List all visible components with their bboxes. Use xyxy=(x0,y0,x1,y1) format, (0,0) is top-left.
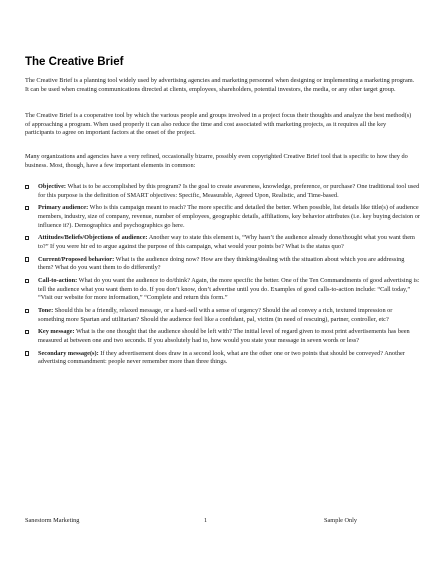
list-item-call-to-action xyxy=(25,277,420,303)
checkbox-icon xyxy=(25,236,29,240)
item-term: Primary audience: xyxy=(38,204,89,212)
checkbox-icon xyxy=(25,257,29,261)
item-text: Should this be a friendly, relaxed message, or a hard-sell with a sense of urgency? Should the ad convey a rich, textured impression or something more Spartan and utilitarian? Should the audience feel like a confidant, pal, victim (in need of rescuing), partner, controller, etc? xyxy=(38,307,393,323)
item-term: Tone: xyxy=(38,307,54,315)
checkbox-icon xyxy=(25,330,29,334)
list-item-objective xyxy=(25,183,420,200)
document-title: The Creative Brief xyxy=(25,56,124,68)
list-item-current-behavior xyxy=(25,256,420,273)
item-text: Who is this campaign meant to reach? The more specific and detailed the better. When possible, list details like title(s) of audience members, industry, size of company, revenue, number of employees, geographic details, affiliations, key behavior attributes (i.e. key buying decision or influence it?). Demographics and psychographics go here. xyxy=(38,204,421,229)
footer-page-number: 1 xyxy=(204,517,208,524)
elements-intro-paragraph: Many organizations and agencies have a very refined, occasionally bizarre, possibly even copyrighted Creative Brief tool that is specific to how they do business. Most, though, have a few important elements in common: xyxy=(25,153,408,169)
item-term: Current/Proposed behavior: xyxy=(38,255,115,263)
item-text: What do you want the audience to do/think? Again, the more specific the better. One of the Ten Commandments of good advertising is: tell the audience what you want them to do. If you don’t know, don’t advertise until you do. Examples of good calls-to-action include: “Call today,” “Visit our website for more information,” “Complete and return this form.” xyxy=(38,277,420,302)
footer-sample-label: Sample Only xyxy=(324,517,358,524)
item-text: What is to be accomplished by this program? Is the goal to create awareness, knowledge, preference, or purchase? One traditional tool used for this purpose is the definition of SMART objectives: Specific, Measurable, Agreed Upon, Realistic, and Time-based. xyxy=(38,183,420,199)
list-item-attitudes xyxy=(25,234,420,251)
checkbox-icon xyxy=(25,206,29,210)
item-text: What is the one thought that the audience should be left with? The initial level of regard given to most print advertisements has been measured at between one and two seconds. If you absolutely had to, how would you state your message in seven words or less? xyxy=(38,328,410,345)
footer-company: Sanestorm Marketing xyxy=(25,517,80,524)
checkbox-icon xyxy=(25,185,29,189)
elements-list xyxy=(25,183,420,371)
item-term: Objective: xyxy=(38,183,66,190)
list-item-tone xyxy=(25,307,420,324)
list-item-primary-audience xyxy=(25,204,420,230)
intro-paragraph: The Creative Brief is a planning tool widely used by advertising agencies and marketing personnel when designing or implementing a marketing program. It can be used when creating communications directed at clients, employees, shareholders, potential investors, the media, or any other target group. xyxy=(25,77,415,93)
item-text: What is the audience doing now? How are they thinking/dealing with the situation about which you are addressing them? What do you want them to do differently? xyxy=(38,255,405,272)
item-term: Secondary message(s): xyxy=(38,349,99,357)
list-item-secondary-messages xyxy=(25,350,420,367)
list-item-key-message xyxy=(25,328,420,345)
item-term: Attitudes/Beliefs/Objections of audience: xyxy=(38,234,148,242)
item-term: Key message: xyxy=(38,328,75,336)
checkbox-icon xyxy=(25,351,29,355)
item-term: Call-to-action: xyxy=(38,277,78,285)
item-text: Another way to state this element is, “Why hasn’t the audience already done/thought what you want them to?” If you were hir ed to argue against the purpose of this campaign, what would your points be? What is the status quo? xyxy=(38,234,415,250)
checkbox-icon xyxy=(25,309,29,313)
item-text: If they advertisement does draw in a second look, what are the other one or two points that should be conveyed? Another advertising commandment: people never remember more than three things. xyxy=(38,349,405,366)
cooperative-tool-paragraph: The Creative Brief is a cooperative tool by which the various people and groups involved in a project focus their thoughts and analyze the best method(s) of approaching a program. When used properly it can also reduce the time and cost associated with marketing projects, as it requires all the key participants to agree on important factors at the onset of the project. xyxy=(25,112,412,137)
checkbox-icon xyxy=(25,279,29,283)
